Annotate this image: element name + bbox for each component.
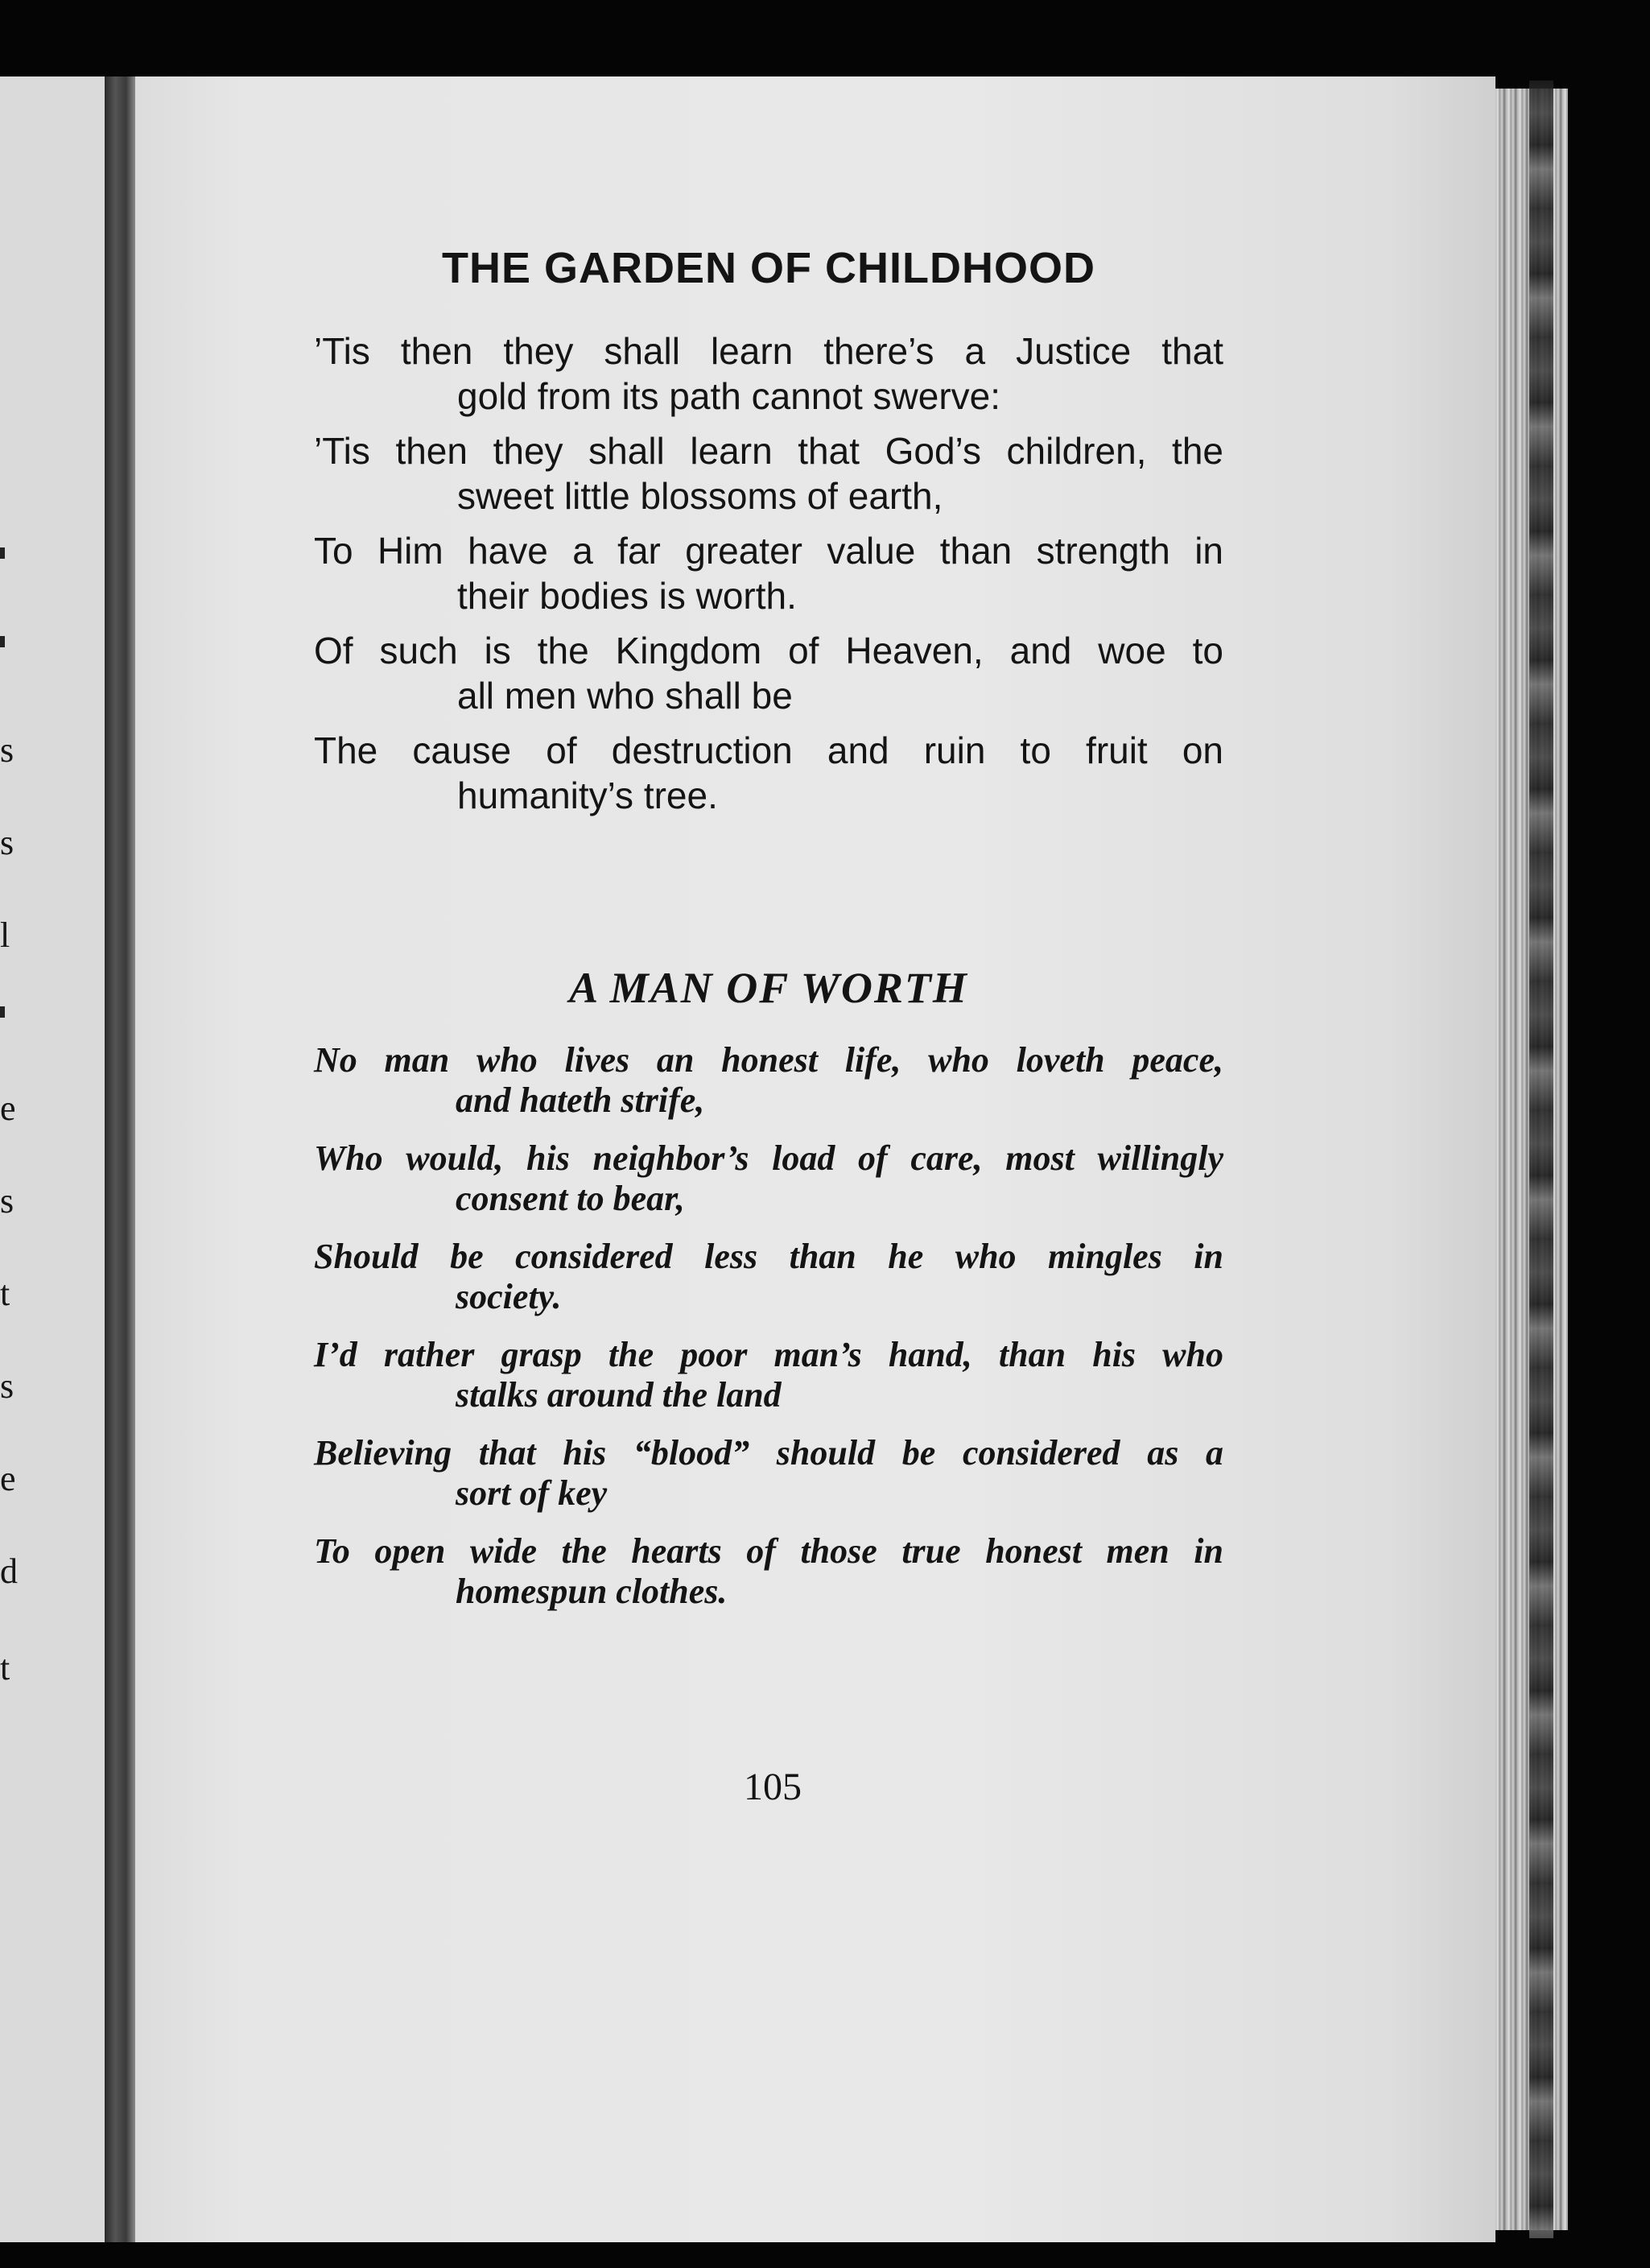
stanza-line xyxy=(314,1040,1223,1121)
verse-line-continuation: sort of key xyxy=(456,1473,608,1513)
edge-char: e xyxy=(0,1459,16,1498)
page-number: 105 xyxy=(744,1766,802,1808)
poem-man-of-worth xyxy=(314,1040,1223,1630)
edge-char: s xyxy=(0,823,14,862)
verse-line: Of such is the Kingdom of Heaven, and woe to xyxy=(314,630,1223,671)
stanza-line xyxy=(314,1237,1223,1317)
edge-char: e xyxy=(0,1089,16,1128)
verse-line-continuation: all men who shall be xyxy=(457,675,793,717)
stanza-line xyxy=(314,1138,1223,1219)
poem-garden-of-childhood xyxy=(314,328,1223,828)
edge-char: s xyxy=(0,1366,14,1406)
poem-title: A MAN OF WORTH xyxy=(569,964,968,1012)
verse-line-continuation: humanity’s tree. xyxy=(457,775,718,816)
edge-char: s xyxy=(0,730,14,770)
edge-char: t xyxy=(0,1274,10,1313)
stanza-line xyxy=(314,1531,1223,1612)
verse-line-continuation: gold from its path cannot swerve: xyxy=(457,375,1000,417)
verse-line: ’Tis then they shall learn that God’s children, the xyxy=(314,430,1223,472)
verse-line-continuation: and hateth strife, xyxy=(456,1080,705,1120)
verse-line: No man who lives an honest life, who loveth peace, xyxy=(314,1040,1223,1080)
verse-line: Should be considered less than he who mingles in xyxy=(314,1237,1223,1276)
verse-line-continuation: society. xyxy=(456,1277,562,1316)
verse-line-continuation: homespun clothes. xyxy=(456,1572,728,1611)
verse-line-continuation: consent to bear, xyxy=(456,1179,685,1218)
edge-char: s xyxy=(0,1181,14,1221)
stanza-line xyxy=(314,328,1223,419)
verse-line-continuation: stalks around the land xyxy=(456,1375,782,1415)
stanza-line xyxy=(314,628,1223,718)
verse-line: ’Tis then they shall learn there’s a Justice that xyxy=(314,330,1223,372)
verse-line: Believing that his “blood” should be considered as a xyxy=(314,1433,1223,1473)
stanza-line xyxy=(314,1335,1223,1415)
verse-line: To open wide the hearts of those true honest men in xyxy=(314,1531,1223,1571)
running-head: THE GARDEN OF CHILDHOOD xyxy=(442,244,1095,292)
stanza-line xyxy=(314,1433,1223,1514)
edge-char: d xyxy=(0,1551,18,1591)
verse-line: I’d rather grasp the poor man’s hand, than his who xyxy=(314,1335,1223,1374)
verse-line: To Him have a far greater value than strength in xyxy=(314,530,1223,572)
edge-char: t xyxy=(0,1648,10,1688)
stanza-line xyxy=(314,428,1223,518)
verse-line-continuation: their bodies is worth. xyxy=(457,575,797,617)
verse-line: The cause of destruction and ruin to fruit on xyxy=(314,729,1223,771)
stanza-line xyxy=(314,528,1223,618)
stanza-line xyxy=(314,728,1223,818)
verse-line: Who would, his neighbor’s load of care, most willingly xyxy=(314,1138,1223,1178)
edge-char: l xyxy=(0,915,10,955)
verse-line-continuation: sweet little blossoms of earth, xyxy=(457,475,943,517)
